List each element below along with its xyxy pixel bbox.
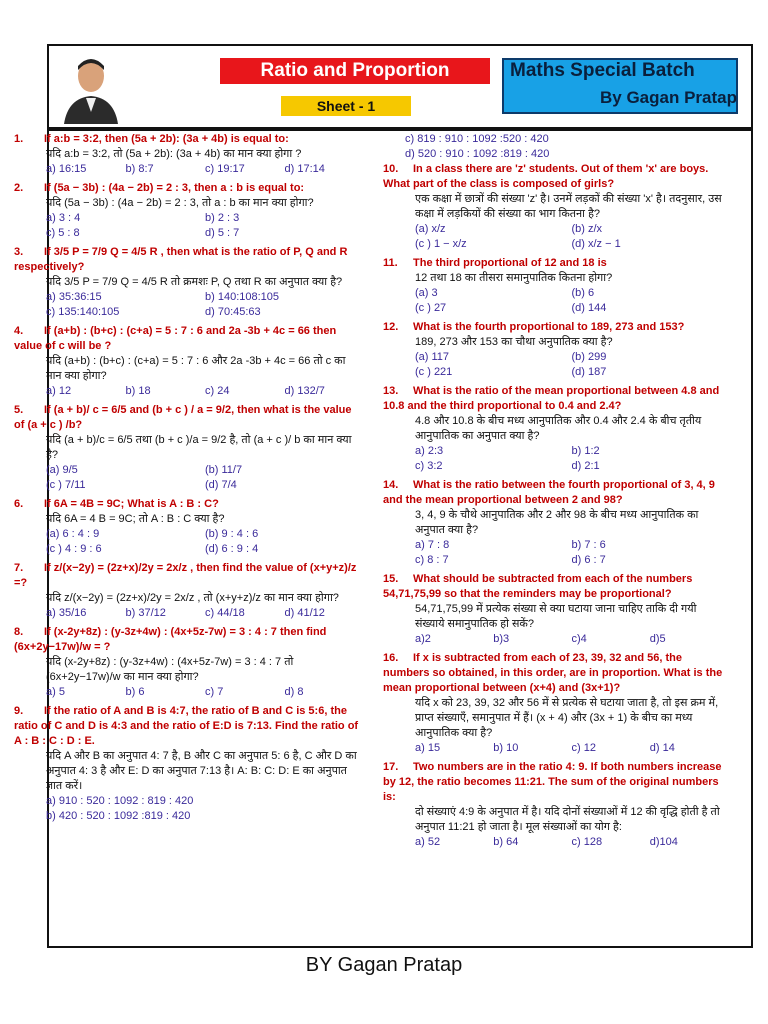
text-span: If a:b = 3:2, then (5a + 2b): (3a + 4b) is equal to: [44,133,289,145]
text-span: c) 19:17 [205,163,245,175]
question-text [14,132,364,147]
text-span: a) 35/16 [46,607,87,619]
options [383,538,728,553]
options [383,222,728,237]
text-span: d) 70:45:63 [205,306,261,318]
option: d) 520 : 910 : 1092 :819 : 420 [405,148,550,160]
text-span: (a) 3 [415,287,438,299]
text-span: (b) 11/7 [205,464,243,476]
text-span: (d) 7/4 [205,479,237,491]
options [383,553,728,568]
text-span: (c ) 4 : 9 : 6 [46,543,102,555]
options [14,226,364,241]
text-span: b) 7 : 6 [571,539,606,551]
option: b) 420 : 520 : 1092 :819 : 420 [46,810,191,822]
question-text [383,384,728,414]
question-text [14,561,364,591]
question-number: 13. [383,385,399,397]
text-span: b) 10 [493,742,519,754]
options [14,527,364,542]
question-number: 1. [14,133,24,145]
option: c) 819 : 910 : 1092 :520 : 420 [405,133,549,145]
question-hindi: 12 तथा 18 का तीसरा समानुपातिक कितना होगा? [415,272,613,284]
question-number: 5. [14,404,24,416]
right-column [383,132,728,850]
question-text [383,760,728,805]
text-span: d) 132/7 [284,385,325,397]
question-hindi: यदि (5a − 3b) : (4a − 2b) = 2 : 3, तो a : b का मान क्या होगा? [46,197,314,209]
question-number: 14. [383,479,399,491]
text-span: (c ) 221 [415,366,453,378]
text-span: (c ) 27 [415,302,447,314]
question-hindi: यदि x को 23, 39, 32 और 56 में से प्रत्येक से घटाया जाता है, तो इस क्रम में, प्राप्त संख्याएँ, समानुपात में हैं। (x + 4) और (3x + 1) के बीच का मध्य आनुपातिक क्या है? [415,697,719,739]
sheet-title: Ratio and Proportion [220,58,490,84]
text-span: d)5 [649,633,666,645]
text-span: a) 12 [46,385,72,397]
text-span: (d) 6 : 9 : 4 [205,543,259,555]
text-span: The third proportional of 12 and 18 is [413,257,607,269]
question-text [383,572,728,602]
text-span: a) 35:36:15 [46,291,102,303]
options [383,301,728,316]
text-span: d) 2:1 [571,460,600,472]
text-span: What is the fourth proportional to 189, 273 and 153? [413,321,685,333]
text-span: If (5a − 3b) : (4a − 2b) = 2 : 3, then a : b is equal to: [44,182,305,194]
options [14,211,364,226]
question-text [14,625,364,655]
text-span: b)3 [493,633,510,645]
text-span: c) 7 [205,686,224,698]
question-number: 9. [14,705,24,717]
text-span: (c ) 1 − x/z [415,238,467,250]
text-span: (b) 6 [571,287,595,299]
batch-author: By Gagan Pratap [600,88,737,107]
question-hindi: यदि 3/5 P = 7/9 Q = 4/5 R तो क्रमशः P, Q तथा R का अनुपात क्या है? [46,276,343,288]
question-number: 6. [14,498,24,510]
text-span: (d) x/z − 1 [571,238,621,250]
text-span: c) 135:140:105 [46,306,120,318]
question-number: 4. [14,325,24,337]
text-span: (b) 299 [571,351,607,363]
text-span: What is the ratio between the fourth proportional of 3, 4, 9 and the mean proportional between 2 and 98? [383,479,715,506]
text-span: c) 12 [571,742,596,754]
text-span: (b) 9 : 4 : 6 [205,528,259,540]
options [14,162,364,177]
text-span: If 3/5 P = 7/9 Q = 4/5 R , then what is the ratio of P, Q and R respectively? [14,246,348,273]
question-text [14,497,364,512]
options [383,365,728,380]
text-span: b) 2 : 3 [205,212,240,224]
options [383,835,728,850]
question-number: 12. [383,321,399,333]
question-text [383,320,728,335]
text-span: b) 18 [125,385,151,397]
options [383,459,728,474]
text-span: If 6A = 4B = 9C; What is A : B : C? [44,498,219,510]
options [383,741,728,756]
question-hindi: यदि A और B का अनुपात 4: 7 है, B और C का अनुपात 5: 6 है, C और D का अनुपात 4: 3 है और E: D का अनुपात 7:13 है। A: B: C: D: E का अनुपात ज्ञात करें। [46,750,357,792]
batch-name: Maths Special Batch [510,60,695,81]
text-span: a) 15 [415,742,441,754]
options [383,444,728,459]
text-span: (d) 144 [571,302,607,314]
text-span: d) 41/12 [284,607,325,619]
text-span: c)4 [571,633,587,645]
question-hindi: 4.8 और 10.8 के बीच मध्य आनुपातिक और 0.4 और 2.4 के बीच तृतीय आनुपातिक का अनुपात क्या है? [415,415,702,442]
text-span: c) 24 [205,385,230,397]
question-text [14,403,364,433]
options [14,384,364,399]
text-span: b) 6 [125,686,145,698]
question-text [14,245,364,275]
text-span: What should be subtracted from each of the numbers 54,71,75,99 so that the reminders may be proportional? [383,573,693,600]
question-text [14,181,364,196]
left-column [14,132,364,824]
text-span: If (a + b)/ c = 6/5 and (b + c ) / a = 9/2, then what is the value of (a + c ) /b? [14,404,352,431]
question-number: 2. [14,182,24,194]
text-span: d) 8 [284,686,304,698]
question-hindi: 3, 4, 9 के चौथे आनुपातिक और 2 और 98 के बीच मध्य आनुपातिक का अनुपात क्या है? [415,509,699,536]
text-span: b) 140:108:105 [205,291,280,303]
text-span: d) 6 : 7 [571,554,606,566]
question-number: 15. [383,573,399,585]
options [14,290,364,305]
question-number: 10. [383,163,399,175]
text-span: If z/(x−2y) = (2z+x)/2y = 2x/z , then find the value of (x+y+z)/z =? [14,562,357,589]
text-span: a) 3 : 4 [46,212,81,224]
text-span: a) 16:15 [46,163,87,175]
options [14,685,364,700]
question-number: 17. [383,761,399,773]
question-text [383,162,728,192]
options [383,632,728,647]
text-span: (b) z/x [571,223,603,235]
text-span: If (x-2y+8z) : (y-3z+4w) : (4x+5z-7w) = 3 : 4 : 7 then find (6x+2y−17w)/w = ? [14,626,327,653]
question-text [383,478,728,508]
question-text [14,704,364,749]
text-span: What is the ratio of the mean proportional between 4.8 and 10.8 and the third proportional to 0.4 and 2.4? [383,385,720,412]
text-span: If the ratio of A and B is 4:7, the ratio of B and C is 5:6, the ratio of C and D is 4:3 and the ratio of E:D is 7:13. Find the ratio of A : B : C : D : E. [14,705,359,747]
text-span: (a) 9/5 [46,464,78,476]
author-photo [60,52,122,124]
text-span: b) 8:7 [125,163,154,175]
text-span: (d) 187 [571,366,607,378]
text-span: c) 128 [571,836,603,848]
question-hindi: यदि (a+b) : (b+c) : (c+a) = 5 : 7 : 6 और 2a -3b + 4c = 66 तो c का मान क्या होगा? [46,355,346,382]
text-span: b) 1:2 [571,445,600,457]
options [14,478,364,493]
question-hindi: यदि (a + b)/c = 6/5 तथा (b + c )/a = 9/2 है, तो (a + c )/ b का मान क्या है? [46,434,352,461]
question-number: 11. [383,257,398,269]
text-span: d)104 [649,836,678,848]
question-hindi: 189, 273 और 153 का चौथा अनुपातिक क्या है? [415,336,613,348]
text-span: c) 8 : 7 [415,554,449,566]
text-span: d) 14 [649,742,675,754]
question-text [383,651,728,696]
options [383,350,728,365]
options [383,237,728,252]
text-span: a) 5 [46,686,65,698]
question-number: 3. [14,246,24,258]
text-span: d) 5 : 7 [205,227,240,239]
question-number: 7. [14,562,24,574]
text-span: c) 5 : 8 [46,227,80,239]
text-span: c) 3:2 [415,460,443,472]
question-hindi: यदि z/(x−2y) = (2z+x)/2y = 2x/z , तो (x+y+z)/z का मान क्या होगा? [46,592,339,604]
sheet-number: Sheet - 1 [281,96,411,116]
text-span: a)2 [415,633,431,645]
question-hindi: यदि a:b = 3:2, तो (5a + 2b): (3a + 4b) का मान क्या होगा ? [46,148,302,160]
text-span: (a) 6 : 4 : 9 [46,528,100,540]
text-span: (a) x/z [415,223,446,235]
question-hindi: एक कक्षा में छात्रों की संख्या 'z' है। उनमें लड़कों की संख्या 'x' है। तदनुसार, उस कक्षा में लड़कियों की संख्या का भाग कितना है? [415,193,722,220]
text-span: d) 17:14 [284,163,325,175]
text-span: a) 2:3 [415,445,444,457]
text-span: (a) 117 [415,351,450,363]
question-hindi: 54,71,75,99 में प्रत्येक संख्या से क्या घटाया जाना चाहिए ताकि दी गयी संख्याये समानुपातिक हो सकें? [415,603,697,630]
text-span: If x is subtracted from each of 23, 39, 32 and 56, the numbers so obtained, in this order, are in proportion. What is the mean proportional between (x+4) and (3x+1)? [383,652,723,694]
text-span: a) 52 [415,836,441,848]
question-hindi: दो संख्याएं 4:9 के अनुपात में है। यदि दोनों संख्याओं में 12 की वृद्धि होती है तो अनुपात 11:21 हो जाता है। मूल संख्याओं का योग है: [415,806,720,833]
options [383,286,728,301]
question-hindi: यदि 6A = 4 B = 9C; तो A : B : C क्या है? [46,513,225,525]
question-number: 16. [383,652,399,664]
options [14,606,364,621]
text-span: Two numbers are in the ratio 4: 9. If both numbers increase by 12, the ratio becomes 11:21. The sum of the original numbers is: [383,761,722,803]
options [14,542,364,557]
text-span: (c ) 7/11 [46,479,86,491]
text-span: b) 64 [493,836,519,848]
question-hindi: यदि (x-2y+8z) : (y-3z+4w) : (4x+5z-7w) = 3 : 4 : 7 तो (6x+2y−17w)/w का मान क्या होगा? [46,656,294,683]
text-span: In a class there are 'z' students. Out of them 'x' are boys. What part of the class is composed of girls? [383,163,709,190]
option: a) 910 : 520 : 1092 : 819 : 420 [46,795,194,807]
options [14,463,364,478]
header-divider [47,127,753,131]
footer-credit: BY Gagan Pratap [305,954,463,976]
question-number: 8. [14,626,24,638]
text-span: If (a+b) : (b+c) : (c+a) = 5 : 7 : 6 and 2a -3b + 4c = 66 then value of c will be ? [14,325,337,352]
question-text [383,256,728,271]
text-span: c) 44/18 [205,607,245,619]
text-span: b) 37/12 [125,607,166,619]
question-text [14,324,364,354]
text-span: a) 7 : 8 [415,539,450,551]
options [14,305,364,320]
